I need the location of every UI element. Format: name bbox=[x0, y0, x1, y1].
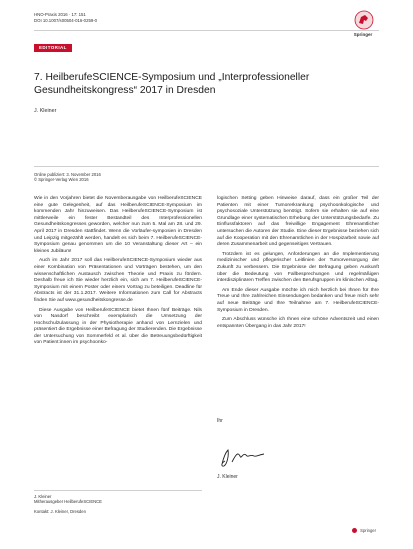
footnote-line: J. Kleiner bbox=[34, 494, 52, 499]
body-column-right bbox=[217, 196, 379, 333]
closing-salutation: Ihr bbox=[217, 418, 223, 424]
section-badge: EDITORIAL bbox=[34, 44, 72, 52]
body-paragraph: logischen Setting geben Hinweise darauf, dass ein großer Teil der Patienten mit einer Tumorerkrankung psychoonkologische und psychosoziale Unterstützung benötigt. Sofern sie erhalten sie auf eine Grundlage einer systematischen Erhebung der Unterstützungsbedarfe. Zu Einflussfaktoren auf das freiwillige Engagement Ehrenamtlicher untersuchen die Autoren der Studie. Eine dieser Ergebnisse beziehen sich auf die Kooperation mit den Ehrenamtlichen in der Hospizarbeit sowie auf deren Zusammenarbeit und gegenseitiges Vertrauen. bbox=[217, 196, 379, 248]
article-author: J. Kleiner bbox=[34, 108, 57, 114]
body-paragraph: Trotzdem ist es gelungen, Anforderungen an die Implementierung medizinischer und pflegerischer Leitlinien der Tumorversorgung der Zukunft zu verbessern. Die Ergebnisse der Befragung geben Auskunft über die Bedeutung von Fallbesprechungen und regelmäßigen interdisziplinären Treffen zwischen den Berufsgruppen im klinischen Alltag. bbox=[217, 251, 379, 284]
body-paragraph: Zum Abschluss wünsche ich Ihnen eine schöne Adventszeit und einen entspannten Übergang in das Jahr 2017! bbox=[217, 317, 379, 329]
footnote-line: Mitherausgeber HeilberufeSCIENCE bbox=[34, 499, 102, 505]
meta-divider bbox=[34, 166, 379, 167]
springer-small-icon bbox=[352, 528, 357, 533]
footer-publisher-name: Springer bbox=[360, 528, 376, 533]
springer-logo bbox=[342, 8, 384, 42]
journal-citation: HNO-Praxis 2016 · 17: 151 bbox=[34, 12, 86, 17]
author-footnote bbox=[34, 494, 202, 514]
body-paragraph: Diese Ausgabe von HeilberufeSCIENCE bietet Ihnen fünf Beiträge. Nils von Nasdorf beschreibt exemplarisch die Umsetzung der Hochschulzulassung in der Physiotherapie anhand von Lernzielen und präsentiert die Ergebnisse einer Befragung der Studierenden. Die Ergebnisse der Untersuchung von Sommerfeld et al. über die Betreuungsbedürftigkeit von Patient:innen im psychoonko- bbox=[34, 307, 202, 346]
published-online: Online publiziert: 3. November 2016 bbox=[34, 172, 101, 177]
publication-dates bbox=[34, 172, 101, 183]
footnote-divider bbox=[34, 490, 202, 491]
body-paragraph: Auch im Jahr 2017 soll das HeilberufeSCIENCE-Symposium wieder aus einer Kombination von Präsentationen und Vorträgen bestehen, um den wissenschaftlichen Austausch zwischen Theorie und Praxis zu fördern. Deshalb freue ich Sie wieder herzlich ein, sich am 7. HeilberufeSCIENCE-Symposium mit einem Poster oder einem Vortrag zu beteiligen. Deadline für Abstracts ist der 31.1.2017. Weitere Informationen zum Call for Abstracts finden Sie auf www.gesundheitskongresse.de bbox=[34, 258, 202, 303]
signature-name: J. Kleiner bbox=[217, 474, 238, 480]
article-title: 7. HeilberufeSCIENCE-Symposium und „Interprofessioneller Gesundheitskongress“ 2017 in Dresden bbox=[34, 72, 310, 96]
springer-wordmark: Springer bbox=[353, 32, 373, 37]
handwritten-signature-icon bbox=[218, 446, 268, 470]
footnote-line: Kontakt: J. Kleiner, Dresden bbox=[34, 508, 86, 514]
copyright-line: © Springer-Verlag Wien 2016 bbox=[34, 177, 89, 183]
doi-line: DOI 10.1007/s00504-016-0259-0 bbox=[34, 18, 98, 23]
body-paragraph: Am Ende dieser Ausgabe möchte ich mich herzlich bei Ihnen für Ihre Treue und Ihre zahlreichen Einsendungen bedanken und freue mich sehr auf neue Beiträge und Ihre Teilnahme am 7. HeilberufeSCIENCE-Symposium in Dresden. bbox=[217, 287, 379, 313]
body-paragraph: Wie in den Vorjahren bietet die Novemberausgabe von HeilberufeSCIENCE eine gute Gelegenheit, auf das HeilberufeSCIENCE-Symposium im kommenden Jahr hinzuweisen. Das HeilberufeSCIENCE-Symposium ist mittlerweile ein fester Bestandteil des Interprofessionellen Gesundheitskongresses geworden, welcher nun zum 5. Mal am 28. und 29. April 2017 in Dresden stattfindet. Wenn die Vorläufer-symposien in Dresden und Leipzig mitgezählt werden, handelt es sich beim 7. HeilberufeSCIENCE-Symposium genau genommen um die 10 Veranstaltung dieser Art – ein kleines Jubiläum! bbox=[34, 196, 202, 254]
footer-publisher bbox=[352, 528, 376, 533]
signature bbox=[218, 446, 268, 475]
body-column-left bbox=[34, 196, 202, 350]
header-divider bbox=[34, 30, 379, 31]
